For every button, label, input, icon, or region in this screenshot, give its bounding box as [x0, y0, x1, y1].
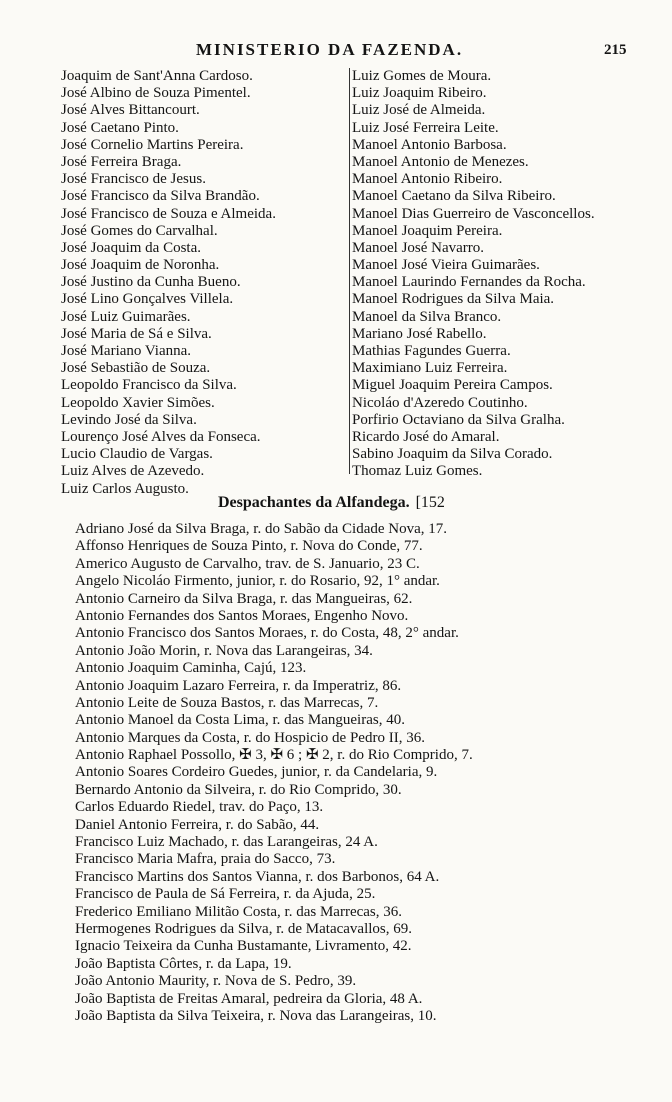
list-item: Antonio Leite de Souza Bastos, r. das Marrecas, 7.	[75, 694, 379, 711]
list-item: Sabino Joaquim da Silva Corado.	[352, 446, 553, 463]
list-item: José Francisco da Silva Brandão.	[61, 188, 260, 205]
names-right-column	[349, 68, 642, 480]
list-item: José Gomes do Carvalhal.	[61, 222, 218, 239]
list-item: Bernardo Antonio da Silveira, r. do Rio Comprido, 30.	[75, 781, 402, 798]
list-item: Manoel da Silva Branco.	[352, 308, 502, 325]
section-title: Despachantes da Alfandega.	[218, 494, 410, 511]
list-item: José Alves Bittancourt.	[61, 102, 200, 119]
list-item: Lucio Claudio de Vargas.	[61, 446, 213, 463]
list-item: Manoel Laurindo Fernandes da Rocha.	[352, 274, 586, 291]
list-item: Manoel Caetano da Silva Ribeiro.	[352, 188, 556, 205]
list-item: Nicoláo d'Azeredo Coutinho.	[352, 394, 528, 411]
list-item: Affonso Henriques de Souza Pinto, r. Nova do Conde, 77.	[75, 538, 423, 555]
section-heading	[218, 494, 445, 512]
list-item: Ricardo José do Amaral.	[352, 428, 500, 445]
list-item: Luiz Joaquim Ribeiro.	[352, 85, 487, 102]
list-item: José Joaquim de Noronha.	[61, 257, 220, 274]
list-item: Antonio Fernandes dos Santos Moraes, Engenho Novo.	[75, 607, 409, 624]
list-item: Luiz Carlos Augusto.	[61, 480, 189, 497]
list-item: Lourenço José Alves da Fonseca.	[61, 428, 261, 445]
list-item: Manoel José Navarro.	[352, 239, 485, 256]
page-header	[0, 40, 672, 64]
list-item: José Luiz Guimarães.	[61, 308, 191, 325]
list-item: Manoel Dias Guerreiro de Vasconcellos.	[352, 205, 595, 222]
list-item: Antonio Manoel da Costa Lima, r. das Mangueiras, 40.	[75, 712, 405, 729]
list-item: José Francisco de Jesus.	[61, 171, 206, 188]
list-item: Manoel Antonio Barbosa.	[352, 136, 507, 153]
list-item: Frederico Emiliano Militão Costa, r. das Marrecas, 36.	[75, 903, 403, 920]
list-item: José Caetano Pinto.	[61, 119, 179, 136]
list-item: Maximiano Luiz Ferreira.	[352, 360, 508, 377]
list-item: Levindo José da Silva.	[61, 411, 197, 428]
list-item: Porfirio Octaviano da Silva Gralha.	[352, 411, 565, 428]
list-item: Francisco de Paula de Sá Ferreira, r. da Ajuda, 25.	[75, 886, 376, 903]
list-item: José Ferreira Braga.	[61, 153, 182, 170]
list-item: Antonio Joaquim Caminha, Cajú, 123.	[75, 660, 307, 677]
list-item: Mariano José Rabello.	[352, 325, 487, 342]
section-count: [152	[415, 494, 445, 511]
list-item: José Cornelio Martins Pereira.	[61, 136, 244, 153]
list-item: José Lino Gonçalves Villela.	[61, 291, 234, 308]
list-item: Antonio Carneiro da Silva Braga, r. das Mangueiras, 62.	[75, 590, 413, 607]
list-item: Manoel Rodrigues da Silva Maia.	[352, 291, 555, 308]
list-item: Leopoldo Xavier Simões.	[61, 394, 215, 411]
list-item: José Sebastião de Souza.	[61, 360, 211, 377]
list-item: José Maria de Sá e Silva.	[61, 325, 212, 342]
list-item: Manoel José Vieira Guimarães.	[352, 257, 540, 274]
list-item: Antonio Francisco dos Santos Moraes, r. do Costa, 48, 2° andar.	[75, 625, 459, 642]
list-item: Luiz José de Almeida.	[352, 102, 486, 119]
list-item: João Antonio Maurity, r. Nova de S. Pedro, 39.	[75, 973, 357, 990]
list-item: Luiz Gomes de Moura.	[352, 68, 492, 84]
list-item: João Baptista de Freitas Amaral, pedreira da Gloria, 48 A.	[75, 990, 423, 1007]
list-item: João Baptista Côrtes, r. da Lapa, 19.	[75, 955, 292, 972]
list-item: Leopoldo Francisco da Silva.	[61, 377, 237, 394]
list-item: Antonio Soares Cordeiro Guedes, junior, r. da Candelaria, 9.	[75, 764, 438, 781]
list-item: José Francisco de Souza e Almeida.	[61, 205, 276, 222]
names-left-column	[61, 68, 341, 498]
page-title: MINISTERIO DA FAZENDA.	[196, 40, 464, 59]
list-item: José Albino de Souza Pimentel.	[61, 85, 251, 102]
list-item: José Joaquim da Costa.	[61, 239, 201, 256]
list-item: Francisco Martins dos Santos Vianna, r. dos Barbonos, 64 A.	[75, 868, 440, 885]
list-item: Antonio João Morin, r. Nova das Larangeiras, 34.	[75, 642, 373, 659]
list-item: Daniel Antonio Ferreira, r. do Sabão, 44.	[75, 816, 320, 833]
list-item: Luiz Alves de Azevedo.	[61, 463, 205, 480]
list-item: Manoel Antonio de Menezes.	[352, 153, 529, 170]
list-item: Antonio Marques da Costa, r. do Hospicio de Pedro II, 36.	[75, 729, 425, 746]
list-item: José Justino da Cunha Bueno.	[61, 274, 241, 291]
list-item: José Mariano Vianna.	[61, 343, 192, 359]
page-number: 215	[604, 42, 627, 58]
list-item: Angelo Nicoláo Firmento, junior, r. do Rosario, 92, 1° andar.	[75, 573, 440, 590]
list-item: Antonio Joaquim Lazaro Ferreira, r. da Imperatriz, 86.	[75, 677, 402, 694]
list-item: Joaquim de Sant'Anna Cardoso.	[61, 68, 253, 84]
list-item: Mathias Fagundes Guerra.	[352, 343, 511, 359]
despachantes-list	[75, 521, 635, 1025]
list-item: Luiz José Ferreira Leite.	[352, 119, 499, 136]
list-item: Hermogenes Rodrigues da Silva, r. de Matacavallos, 69.	[75, 920, 413, 937]
list-item: Carlos Eduardo Riedel, trav. do Paço, 13.	[75, 799, 324, 816]
list-item: Adriano José da Silva Braga, r. do Sabão da Cidade Nova, 17.	[75, 521, 448, 537]
list-item: Francisco Maria Mafra, praia do Sacco, 73.	[75, 851, 336, 868]
list-item: Manoel Antonio Ribeiro.	[352, 171, 503, 188]
list-item: Miguel Joaquim Pereira Campos.	[352, 377, 553, 394]
list-item: Americo Augusto de Carvalho, trav. de S. Januario, 23 C.	[75, 555, 420, 572]
list-item: Antonio Raphael Possollo, ✠ 3, ✠ 6 ; ✠ 2, r. do Rio Comprido, 7.	[75, 747, 473, 764]
list-item: Manoel Joaquim Pereira.	[352, 222, 503, 239]
list-item: Francisco Luiz Machado, r. das Larangeiras, 24 A.	[75, 834, 378, 851]
list-item: Thomaz Luiz Gomes.	[352, 463, 483, 480]
list-item: João Baptista da Silva Teixeira, r. Nova das Larangeiras, 10.	[75, 1007, 437, 1024]
list-item: Ignacio Teixeira da Cunha Bustamante, Livramento, 42.	[75, 938, 412, 955]
